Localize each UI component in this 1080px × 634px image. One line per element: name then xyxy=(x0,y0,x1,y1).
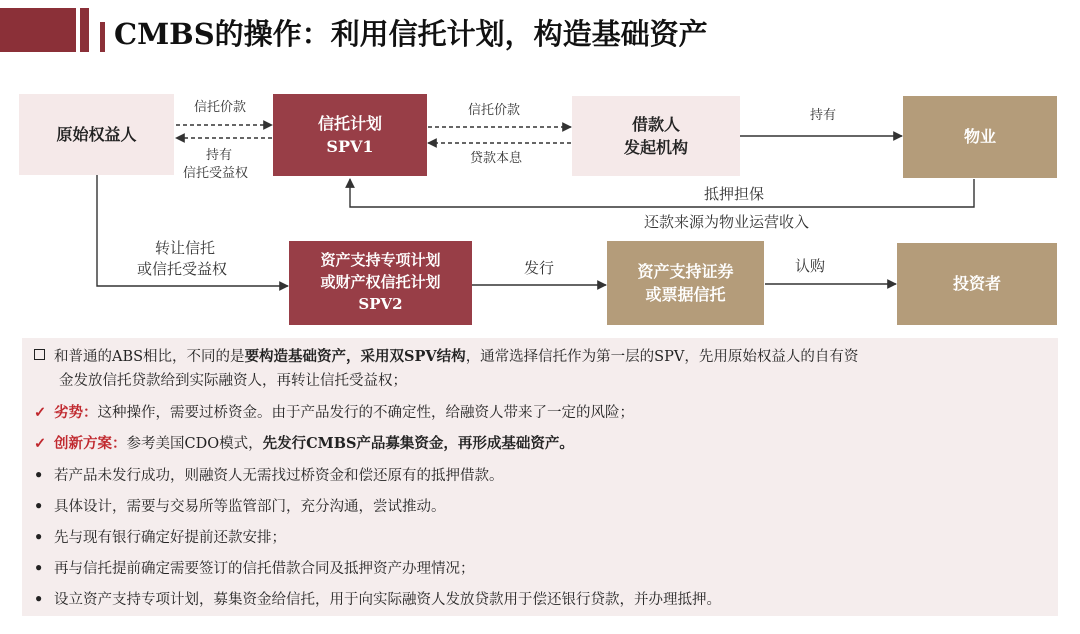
list-item: • 设立资产支持专项计划，募集资金给信托，用于向实际融资人发放贷款用于偿还银行贷款，并办理抵押。 xyxy=(34,588,721,612)
label-mortgage: 抵押担保 xyxy=(704,185,765,203)
bullet-icon: • xyxy=(34,529,44,546)
list-item: • 具体设计，需要与交易所等监管部门，充分沟通，尝试推动。 xyxy=(34,495,446,519)
label-transfer-1: 转让信托 xyxy=(155,239,216,257)
label-issue: 发行 xyxy=(524,259,555,277)
arrow-mortgage xyxy=(350,179,974,207)
node-investor: 投资者 xyxy=(897,243,1057,325)
node-originator: 原始权益人 xyxy=(19,94,174,175)
bullet-icon: • xyxy=(34,498,44,515)
note-innovation: ✓ 创新方案：参考美国CDO模式，先发行CMBS产品募集资金，再形成基础资产。 xyxy=(34,432,574,456)
note-line-1b: 金发放信托贷款给到实际融资人，再转让信托受益权； xyxy=(59,373,407,389)
check-icon: ✓ xyxy=(34,404,47,421)
label-repayment-source: 还款来源为物业运营收入 xyxy=(644,213,810,231)
bullet-icon: • xyxy=(34,467,44,484)
label-hold-trust-rights: 信托受益权 xyxy=(183,166,249,181)
label-loan-principal-interest: 贷款本息 xyxy=(470,151,523,166)
note-disadvantage: ✓ 劣势：这种操作，需要过桥资金。由于产品发行的不确定性，给融资人带来了一定的风险； xyxy=(34,401,634,425)
node-abs-plan: 资产支持专项计划 或财产权信托计划 SPV2 xyxy=(289,241,472,325)
label-transfer-2: 或信托受益权 xyxy=(137,260,228,278)
label-subscribe: 认购 xyxy=(795,257,826,275)
note-line-1: 和普通的ABS相比，不同的是要构造基础资产，采用双SPV结构，通常选择信托作为第一层的SPV，先用原始权益人的自有资 xyxy=(34,345,858,369)
bullet-icon: • xyxy=(34,591,44,608)
check-icon: ✓ xyxy=(34,435,47,452)
square-bullet-icon xyxy=(34,349,45,360)
label-trust-price-1: 信托价款 xyxy=(194,100,247,115)
node-borrower: 借款人 发起机构 xyxy=(572,96,740,176)
label-hold-2: 持有 xyxy=(810,108,837,123)
node-trust-plan: 信托计划 SPV1 xyxy=(273,94,427,176)
node-property: 物业 xyxy=(903,96,1057,178)
node-securities: 资产支持证券 或票据信托 xyxy=(607,241,764,325)
label-hold-1: 持有 xyxy=(206,148,233,163)
list-item: • 先与现有银行确定好提前还款安排； xyxy=(34,526,286,550)
page-title: CMBS的操作：利用信托计划，构造基础资产 xyxy=(114,17,708,51)
label-trust-price-2: 信托价款 xyxy=(468,103,521,118)
bullet-icon: • xyxy=(34,560,44,577)
list-item: • 再与信托提前确定需要签订的信托借款合同及抵押资产办理情况； xyxy=(34,557,475,581)
list-item: • 若产品未发行成功，则融资人无需找过桥资金和偿还原有的抵押借款。 xyxy=(34,464,504,488)
